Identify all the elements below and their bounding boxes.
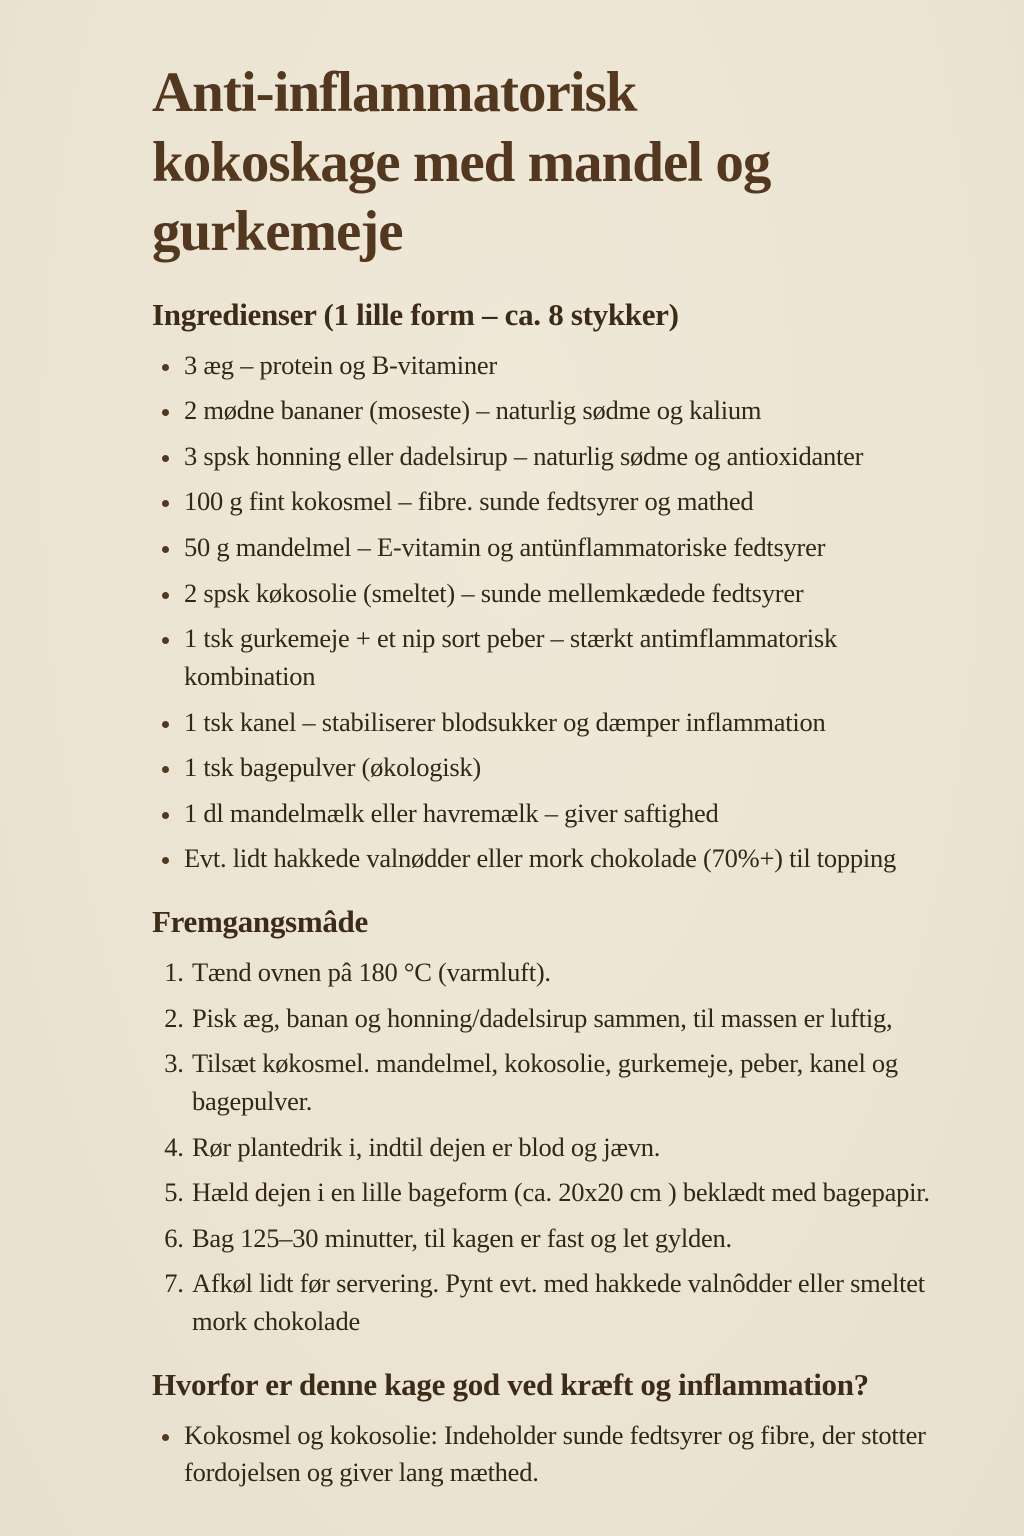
section-ingredients	[152, 297, 962, 879]
list-item: • 3 æg – protein og B-vitaminer	[182, 347, 962, 385]
list-item: • 3 spsk honning eller dadelsirup – naturlig sødme og antioxidanter	[182, 438, 962, 476]
list-item: • 100 g fint kokosmel – fibre. sunde fedtsyrer og mathed	[182, 483, 962, 521]
page-title: Anti-inflammatorisk kokoskage med mandel og gurkemeje	[152, 61, 771, 264]
section-why	[152, 1367, 962, 1492]
list-item: • Kokosmel og kokosolie: Indeholder sunde fedtsyrer og fibre, der stotter fordojelsen og giver lang mæthed.	[182, 1417, 962, 1492]
method-steps-list	[152, 954, 962, 1341]
list-item: • 1 tsk bagepulver (økologisk)	[182, 749, 962, 787]
list-item: 4. Rør plantedrik i, indtil dejen er blod og jævn.	[190, 1129, 962, 1167]
list-item: • 1 tsk gurkemeje + et nip sort peber – stærkt antimflammatorisk kombination	[182, 620, 962, 695]
list-item: 3. Tilsæt køkosmel. mandelmel, kokosolie, gurkemeje, peber, kanel og bagepulver.	[190, 1045, 962, 1120]
section-method	[152, 904, 962, 1341]
method-heading: Fremgangsmâde	[152, 904, 368, 940]
why-list	[152, 1417, 962, 1492]
list-item: • 2 mødne bananer (moseste) – naturlig sødme og kalium	[182, 392, 962, 430]
list-item: • 2 spsk køkosolie (smeltet) – sunde mellemkædede fedtsyrer	[182, 575, 962, 613]
why-heading: Hvorfor er denne kage god ved kræft og inflammation?	[152, 1366, 869, 1402]
list-item: • 1 tsk kanel – stabiliserer blodsukker og dæmper inflammation	[182, 704, 962, 742]
list-item: 1. Tænd ovnen pâ 180 °C (varmluft).	[190, 954, 962, 992]
ingredients-heading: Ingredienser (1 lille form – ca. 8 stykker)	[152, 296, 679, 332]
list-item: 7. Afkøl lidt før servering. Pynt evt. med hakkede valnôdder eller smeltet mork chokolade	[190, 1265, 962, 1340]
list-item: • 50 g mandelmel – E-vitamin og antünflammatoriske fedtsyrer	[182, 529, 962, 567]
list-item: • 1 dl mandelmælk eller havremælk – giver saftighed	[182, 795, 962, 833]
ingredients-list	[152, 347, 962, 879]
list-item: 5. Hæld dejen i en lille bageform (ca. 20x20 cm ) beklædt med bagepapir.	[190, 1174, 962, 1212]
list-item: • Evt. lidt hakkede valnødder eller mork chokolade (70%+) til topping	[182, 840, 962, 878]
list-item: 2. Pisk æg, banan og honning/dadelsirup sammen, til massen er luftig,	[190, 1000, 962, 1038]
list-item: 6. Bag 125–30 minutter, til kagen er fast og let gylden.	[190, 1220, 962, 1258]
